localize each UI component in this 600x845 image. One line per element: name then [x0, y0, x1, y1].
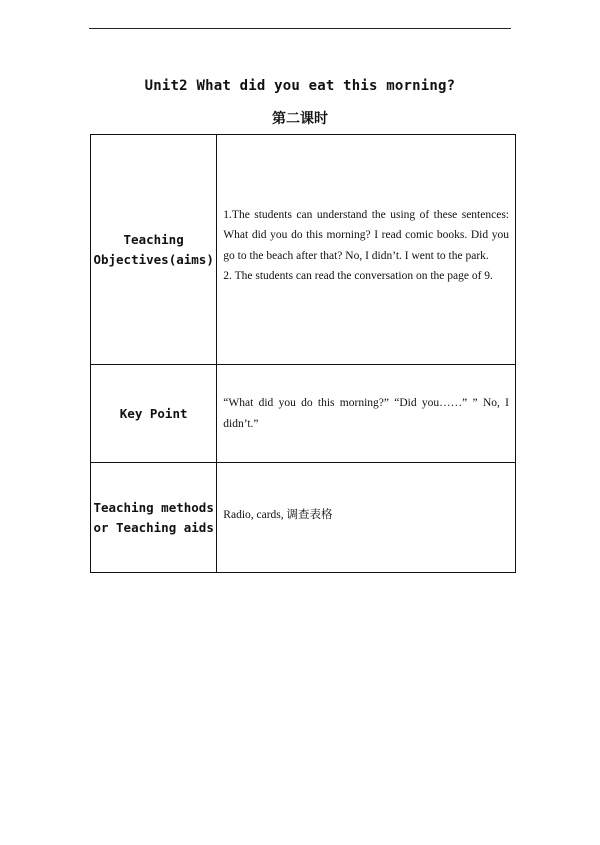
teaching-methods-content: [217, 463, 516, 573]
document-title: Unit2 What did you eat this morning?: [144, 78, 456, 94]
table-row-teaching-methods: [91, 463, 516, 573]
lesson-plan-table: [90, 134, 516, 573]
teaching-objectives-content: [217, 135, 516, 365]
label-line: Objectives(aims): [93, 251, 214, 267]
key-point-content: [217, 365, 516, 463]
table-row-teaching-objectives: [91, 135, 516, 365]
label-line: or Teaching aids: [93, 519, 214, 535]
objective-item: 1.The students can understand the using of these sentences: What did you do this morning? I read comic books. Did you go to the beach after that? No, I didn’t. I went to the park.: [223, 208, 509, 262]
document-subtitle: 第二课时: [272, 111, 328, 127]
key-point-text: “What did you do this morning?” “Did you……” ” No, I didn’t.”: [223, 397, 509, 430]
label-line: Teaching methods: [93, 499, 214, 515]
teaching-objectives-label: [91, 135, 217, 365]
label-line: Key Point: [119, 405, 188, 421]
table-row-key-point: [91, 365, 516, 463]
teaching-methods-label: [91, 463, 217, 573]
key-point-label: [91, 365, 217, 463]
label-line: Teaching: [123, 231, 184, 247]
teaching-methods-text: Radio, cards, 调查表格: [223, 509, 333, 522]
objective-item: 2. The students can read the conversation on the page of 9.: [223, 270, 493, 282]
header-rule: [89, 28, 511, 29]
